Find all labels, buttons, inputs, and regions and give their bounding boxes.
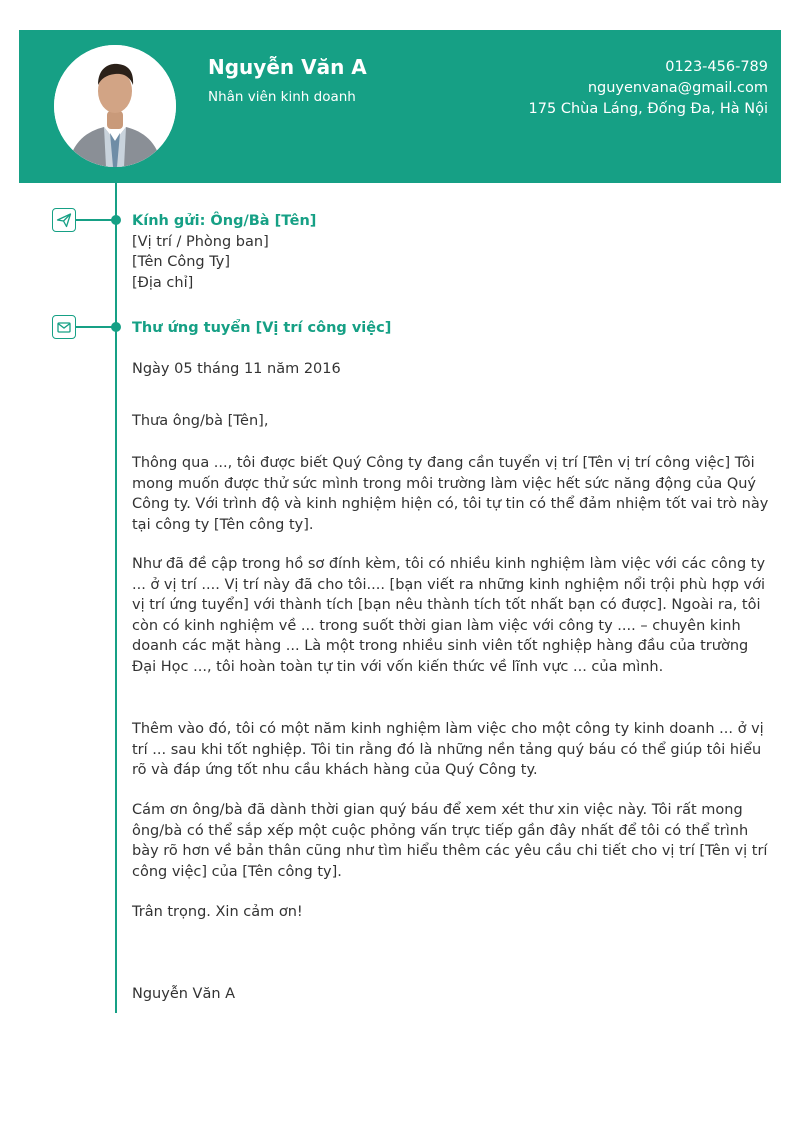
profile-photo [54, 45, 176, 167]
applicant-name: Nguyễn Văn A [208, 55, 367, 79]
email-address: nguyenvana@gmail.com [587, 80, 768, 96]
letter-heading-block [132, 318, 772, 339]
recipient-position: [Vị trí / Phòng ban] [132, 233, 269, 250]
timeline-connector [76, 326, 116, 328]
letter-greeting: Thưa ông/bà [Tên], [132, 413, 269, 429]
letter-date: Ngày 05 tháng 11 năm 2016 [132, 361, 341, 377]
contact-info [529, 57, 768, 120]
phone-number: 0123-456-789 [665, 59, 768, 75]
letter-closing: Trân trọng. Xin cảm ơn! [132, 904, 303, 920]
recipient-heading: Kính gửi: Ông/Bà [Tên] [132, 213, 317, 229]
timeline-connector [76, 219, 116, 221]
recipient-block [132, 211, 772, 293]
letter-signature: Nguyễn Văn A [132, 986, 236, 1002]
postal-address: 175 Chùa Láng, Đống Đa, Hà Nội [528, 101, 768, 117]
envelope-icon [52, 315, 76, 339]
paper-plane-icon [52, 208, 76, 232]
letter-paragraph: Cám ơn ông/bà đã dành thời gian quý báu để xem xét thư xin việc này. Tôi rất mong ông/bà có thể sắp xếp một cuộc phỏng vấn trực tiếp gần đây nhất để tôi có thể trình bày rõ hơn về bản thân cũng như tìm hiểu thêm các yêu cầu chi tiết cho vị trí [Tên vị trí công việc] của [Tên công ty]. [132, 802, 768, 880]
applicant-role: Nhân viên kinh doanh [208, 89, 356, 105]
recipient-address: [Địa chỉ] [132, 274, 194, 291]
letter-heading: Thư ứng tuyển [Vị trí công việc] [132, 320, 392, 336]
recipient-company: [Tên Công Ty] [132, 254, 231, 270]
timeline-dot [111, 215, 121, 225]
avatar [54, 45, 176, 167]
letter-paragraph: Như đã đề cập trong hồ sơ đính kèm, tôi có nhiều kinh nghiệm làm việc với các công ty ... ở vị trí .... Vị trí này đã cho tôi.... [bạn viết ra những kinh nghiệm nổi trội phù hợp với vị trí ứng tuyển] với thành tích [bạn nêu thành tích tốt nhất bạn có được]. Ngoài ra, tôi còn có kinh nghiệm về ... trong suốt thời gian làm việc với công ty .... – chuyên kinh doanh các mặt hàng ... Là một trong nhiều sinh viên tốt nghiệp hàng đầu của trường Đại Học ..., tôi hoàn toàn tự tin với vốn kiến thức về lĩnh vực ... của mình. [132, 556, 766, 675]
timeline-line [115, 183, 117, 1013]
letter-paragraph: Thêm vào đó, tôi có một năm kinh nghiệm làm việc cho một công ty kinh doanh ... ở vị trí ... sau khi tốt nghiệp. Tôi tin rằng đó là những nền tảng quý báu có thể giúp tôi hiểu rõ và đáp ứng tốt nhu cầu khách hàng của Quý Công ty. [132, 721, 764, 778]
timeline-dot [111, 322, 121, 332]
letter-paragraph: Thông qua ..., tôi được biết Quý Công ty đang cần tuyển vị trí [Tên vị trí công việc] Tôi mong muốn được thử sức mình trong môi trường làm việc hết sức năng động của Quý Công ty. Với trình độ và kinh nghiệm hiện có, tôi tự tin có thể đảm nhiệm tốt vai trò này tại công ty [Tên công ty]. [132, 455, 769, 533]
